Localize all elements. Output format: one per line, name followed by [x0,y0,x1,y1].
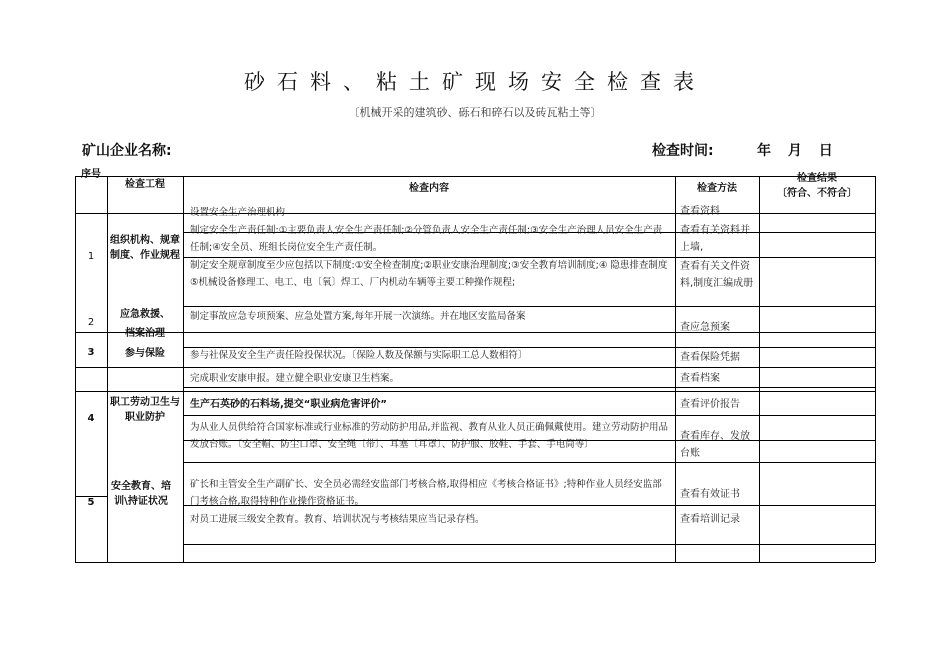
content-item: 完成职业安康申报。建立健全职业安康卫生档案。 [190,373,400,384]
row-number: 1 [87,251,95,262]
document-subtitle: 〔机械开采的建筑砂、砾石和碎石以及砖瓦粘土等〕 [348,106,602,119]
method-item: 查看有关文件资料,制度汇编成册 [680,261,754,289]
document-title: 砂石料、粘土矿现场安全检查表 [244,70,706,94]
header-no: 序号 [81,169,101,180]
inspection-time-label: 检查时间: [652,143,714,159]
row-number: 5 [87,497,95,508]
category-insurance: 参与保险 [125,348,165,359]
header-content: 检查内容 [409,183,449,194]
row-divider [183,415,875,416]
category-org: 组织机构、规章制度、作业规程 [110,235,180,261]
category-emergency: 应急救援、 [120,309,170,320]
method-item: 查看档案 [680,373,720,384]
method-item: 查看培训记录 [680,514,740,525]
row-divider [183,306,875,307]
category-health: 职工劳动卫生与职业防护 [110,397,180,423]
content-item: 制定安全生产责任制:①主要负责人安全生产责任制;②分管负责人安全生产责任制;③安全生产治理人员安全生产责任制;④安全员、班组长岗位安全生产责任制。 [190,225,663,253]
col-divider [107,176,108,562]
category-training: 安全教育、培训\持证状况 [111,481,171,507]
content-item: 设置安全生产治理机构 [190,207,286,218]
table-border-bottom [75,562,875,563]
category-archive: 档案治理 [125,328,165,339]
header-result-note: 〔符合、不符合〕 [777,188,857,199]
row-divider [183,544,875,545]
header-result: 检查结果 [797,173,837,184]
method-item: 查看有关资料并上墙, [680,225,750,253]
header-item: 检查工程 [125,179,165,190]
row-number: 4 [87,413,95,424]
row-divider [75,367,875,368]
content-item: 对员工进展三级安全教育。教育、培训状况与考核结果应当记录存档。 [190,514,485,525]
row-divider [183,387,875,388]
content-item: 参与社保及安全生产责任险投保状况。〔保险人数及保额与实际职工总人数相符〕 [190,350,528,361]
content-item: 制定事故应急专项预案、应急处置方案,每年开展一次演练。并在地区安监局备案 [190,311,526,322]
row-divider [183,462,875,463]
method-item: 查看资料 [680,206,720,217]
table-border-right [875,176,876,562]
date-placeholder: 年 月 日 [757,143,833,159]
content-item: 制定安全规章制度至少应包括以下制度:①安全检查制度;②职业安康治理制度;③安全教育培训制度;④ 隐患排查制度 ⑤机械设备修理工、电工、电〔氧〕焊工、厂内机动车辆等主要工种操作规程; [190,260,668,288]
row-number: 2 [87,317,95,328]
method-item: 查应急预案 [680,322,730,333]
content-item: 生产石英砂的石料场,提交“职业病危害评价” [190,399,387,410]
method-item: 查看有效证书 [680,489,740,500]
table-border-top [75,176,875,177]
row-divider [75,391,875,392]
row-number: 3 [87,347,95,358]
company-name-label: 矿山企业名称: [82,143,172,159]
content-item: 矿长和主管安全生产副矿长、安全员必需经安监部门考核合格,取得相应《考核合格证书》;特种作业人员经安监部门考核合格,取得特种作业操作资格证书。 [190,479,662,507]
method-item: 查看库存、发放台账 [680,431,750,459]
method-item: 查看保险凭据 [680,352,740,363]
method-item: 查看评价报告 [680,399,740,410]
content-item: 为从业人员供给符合国家标准或行业标准的劳动防护用品,并监视、教育从业人员正确佩戴使用。建立劳动防护用品发放台账。〔安全帽、防尘口罩、安全绳〔带〕、耳塞〔耳罩〕、防护服、胶鞋、手套、手电筒等〕 [190,422,669,450]
header-method: 检查方法 [697,183,737,194]
